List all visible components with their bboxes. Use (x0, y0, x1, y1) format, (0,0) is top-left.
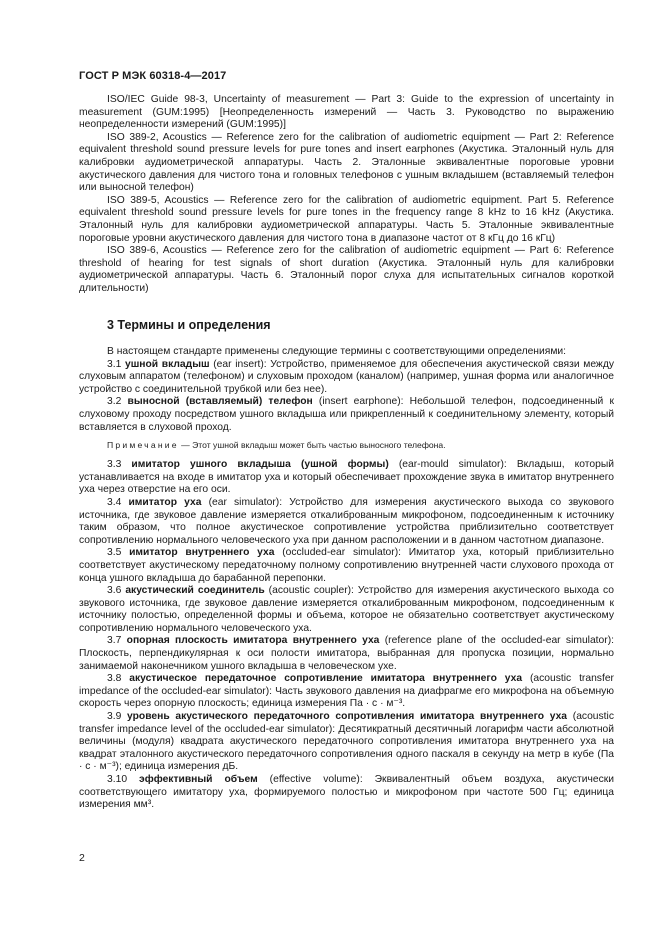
term-definition (79, 673, 614, 711)
term-number: 3.5 (107, 547, 122, 559)
term-name: выносной (вставляемый) телефон (127, 396, 313, 408)
term-definition (79, 459, 614, 497)
term-text: (effective volume): Эквивалентный объем воздуха, акустически соответствующего имитатору уха, формируемого полостью и микрофоном при частоте 500 Гц; единица измерения мм³. (79, 774, 614, 811)
term-number: 3.10 (107, 774, 128, 785)
definitions-body (79, 346, 614, 812)
term-definition (79, 585, 614, 635)
term-definition (79, 396, 614, 434)
note (79, 440, 614, 451)
term-text: (acoustic transfer impedance of the occluded-ear simulator): Часть звукового давления на диафрагме его микрофона на объемную скорость через опорную плоскость; единица измерения Па · с · м⁻³. (79, 673, 614, 710)
term-definition (79, 774, 614, 812)
term-number: 3.7 (107, 635, 122, 647)
term-definition (79, 635, 614, 673)
note-label: Примечание (107, 440, 179, 451)
document-header: ГОСТ Р МЭК 60318-4—2017 (79, 70, 227, 82)
term-text: (reference plane of the occluded-ear simulator): Плоскость, перпендикулярная к оси полости имитатора, выбранная для пропуска позиции, нормально занимаемой наконечником ушного вкладыша в человеческом ухе. (79, 635, 614, 672)
intro-paragraph: В настоящем стандарте применены следующие термины с соответствующими определениями: (107, 346, 567, 357)
term-text: (ear simulator): Устройство для измерения акустического выхода со звукового источника, где звуковое давление измеряется откалиброванным микрофоном, подсоединенным к источнику таким образом, что полное акустическое сопротивление устройства приблизительно соответствует сопротивлению нормального человеческого уха при данном расположении и в данном частотном диапазоне. (79, 496, 614, 546)
page-number: 2 (79, 852, 85, 864)
term-name: акустический соединитель (125, 585, 265, 597)
term-name: имитатор ушного вкладыша (ушной формы) (131, 459, 389, 471)
term-name: опорная плоскость имитатора внутреннего уха (126, 635, 380, 647)
reference-item: ISO 389-2, Acoustics — Reference zero for the calibration of audiometric equipment — Part 2: Reference equivalent threshold sound pressure levels for pure tones and insert earphones (Акустика. Эталонный нуль для калибровки аудиометрической аппаратуры. Часть 2. Эталонные эквивалентные пороговые уровни акустического давления для чистого тона и головных телефонов с ушным вкладышем (вставляемый телефон или выносной телефон) (79, 131, 614, 194)
term-number: 3.6 (107, 585, 122, 597)
term-text: (ear-mould simulator): Вкладыш, который устанавливается на входе в имитатор уха и который обеспечивает прохождение звука в имитатор внутреннего уха через отверстие на его оси. (79, 459, 614, 496)
term-text: (ear insert): Устройство, применяемое для обеспечения акустической связи между слуховым аппаратом (телефоном) и слуховым проходом (каналом) (например, ушная форма или аналогичное устройство с соединительной трубкой или без нее). (79, 358, 614, 395)
term-number: 3.3 (107, 459, 122, 471)
reference-item: ISO 389-5, Acoustics — Reference zero for the calibration of audiometric equipment. Part 5. Reference equivalent threshold sound pressure levels for pure tones in the frequency range 8 kHz to 16 kHz (Акустика. Эталонный нуль для калибровки аудиометрической аппаратуры. Часть 5. Эталонные эквивалентные пороговые уровни акустического давления для чистого тона в диапазоне частот от 8 кГц до 16 кГц) (79, 194, 614, 244)
term-number: 3.2 (107, 396, 122, 408)
term-name: имитатор уха (128, 496, 202, 508)
term-name: имитатор внутреннего уха (129, 547, 275, 559)
term-name: эффективный объем (139, 774, 258, 785)
section-title: 3 Термины и определения (107, 318, 271, 332)
term-text: (acoustic coupler): Устройство для измерения акустического выхода со звукового источника, где звуковое давление измеряется откалиброванным микрофоном, подсоединенным к источнику полостью, определенной формы и объема, которое не обязательно соответствует акустическому сопротивлению нормального человеческого уха. (79, 585, 614, 634)
term-text: (insert earphone): Небольшой телефон, подсоединенный к слуховому проходу посредством ушного вкладыша или прикрепленный к соединительному элементу, который вставляется в слуховой проход. (79, 396, 614, 433)
term-text: (occluded-ear simulator): Имитатор уха, который приблизительно соответствует акустическому передаточному полному сопротивлению внутренней части слухового прохода от конца ушного вкладыша до барабанной перепонки. (79, 547, 614, 584)
term-text: (acoustic transfer impedance level of the occluded-ear simulator): Десятикратный десятичный логарифм части абсолютной величины (модуля) квадрата акустического передаточного сопротивления имитатора внутреннего уха на квадрат эталонного акустического передаточного сопротивления одного паскаля в секунду на метр в кубе (Па · с · м⁻³); единица измерения дБ. (79, 711, 614, 773)
term-definition (79, 711, 614, 774)
reference-item: ISO/IEC Guide 98-3, Uncertainty of measurement — Part 3: Guide to the expression of uncertainty in measurement (GUM:1995) [Неопределенность измерений — Часть 3. Руководство по выражению неопределенности измерений (GUM:1995)] (79, 94, 614, 131)
term-name: уровень акустического передаточного сопротивления имитатора внутреннего уха (127, 711, 568, 723)
normative-references (79, 94, 614, 296)
term-number: 3.4 (107, 496, 122, 508)
reference-item: ISO 389-6, Acoustics — Reference zero for the calibration of audiometric equipment — Part 6: Reference threshold of hearing for test signals of short duration (Акустика. Эталонный нуль для калибровки аудиометрической аппаратуры. Часть 6. Эталонный порог слуха для испытательных сигналов короткой длительности) (79, 245, 614, 294)
term-name: акустическое передаточное сопротивление имитатора внутреннего уха (129, 673, 523, 685)
term-definition (79, 547, 614, 585)
term-definition (79, 497, 614, 547)
note-text: — Этот ушной вкладыш может быть частью выносного телефона. (178, 440, 446, 451)
term-name: ушной вкладыш (124, 358, 210, 370)
term-number: 3.1 (107, 358, 122, 370)
term-number: 3.8 (107, 673, 122, 685)
term-number: 3.9 (107, 711, 122, 723)
term-definition (79, 359, 614, 397)
